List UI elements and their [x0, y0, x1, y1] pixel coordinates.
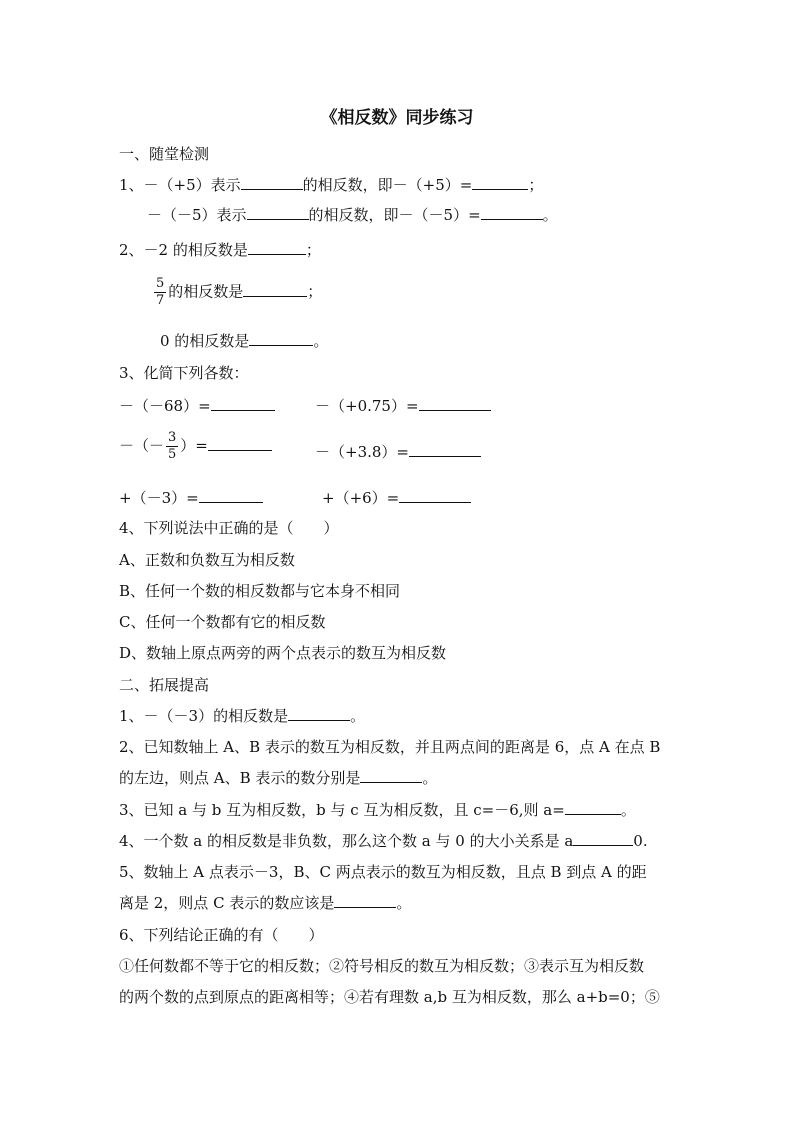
q1a-end: ； — [528, 176, 544, 194]
p5-prefix: 离是 2，则点 C 表示的数应该是 — [119, 894, 335, 912]
q1a-blank-2[interactable] — [472, 175, 528, 190]
q3-row3-left — [119, 488, 263, 508]
q3-r2b-blank[interactable] — [409, 442, 481, 457]
p3-prefix: 3、已知 a 与 b 互为相反数，b 与 c 互为相反数，且 c=－6,则 a= — [119, 801, 565, 819]
q1b-blank-2[interactable] — [481, 205, 543, 220]
q2a-blank[interactable] — [248, 240, 306, 255]
q3-r1a-blank[interactable] — [211, 396, 275, 411]
p4-prefix: 4、一个数 a 的相反数是非负数，那么这个数 a 与 0 的大小关系是 a — [119, 832, 574, 850]
q3-row2-left — [119, 430, 272, 463]
p6-statements-line-2: 的两个数的点到原点的距离相等；④若有理数 a,b 互为相反数，那么 a+b=0；⑤ — [119, 988, 660, 1006]
p3-line — [119, 800, 636, 820]
q2b-blank[interactable] — [243, 282, 307, 297]
p2-blank[interactable] — [360, 768, 422, 783]
q4-option-b[interactable]: B、任何一个数的相反数都与它本身不相同 — [119, 582, 401, 600]
p4-blank[interactable] — [573, 831, 633, 846]
q4-option-c[interactable]: C、任何一个数都有它的相反数 — [119, 613, 326, 631]
p6-question: 6、下列结论正确的有（ ） — [119, 926, 324, 944]
q1b-line — [147, 205, 558, 225]
q3-heading: 3、化简下列各数： — [119, 364, 249, 382]
p5-end: 。 — [396, 894, 412, 912]
q2b-fraction — [154, 276, 166, 309]
p2-line-2 — [119, 768, 437, 788]
p1-blank[interactable] — [288, 706, 350, 721]
q2b-line — [152, 276, 322, 309]
q1a-prefix: 1、－（+5）表示 — [119, 176, 241, 194]
p5-line-2 — [119, 893, 411, 913]
p5-line-1: 5、数轴上 A 点表示－3，B、C 两点表示的数互为相反数，且点 B 到点 A 的距 — [119, 863, 647, 881]
q3-r1b-text: －（+0.75）= — [315, 397, 419, 415]
q3-r2a-post: ）= — [180, 436, 208, 455]
section-2-heading: 二、拓展提高 — [119, 676, 210, 694]
q4-option-a[interactable]: A、正数和负数互为相反数 — [119, 551, 295, 569]
q1b-middle: 的相反数，即－（－5）= — [308, 206, 481, 224]
q1b-prefix: －（－5）表示 — [147, 206, 247, 224]
p6-statements-line-1: ①任何数都不等于它的相反数；②符号相反的数互为相反数；③表示互为相反数 — [119, 957, 645, 975]
q3-r2a-denominator: 5 — [168, 447, 177, 462]
q3-r2a-blank[interactable] — [208, 436, 272, 451]
q1b-blank-1[interactable] — [247, 205, 309, 220]
q3-r3a-text: +（－3）= — [119, 489, 199, 507]
q3-r3b-text: +（+6）= — [322, 489, 400, 507]
q2c-blank[interactable] — [249, 331, 313, 346]
p5-blank[interactable] — [334, 893, 396, 908]
q2a-end: ； — [305, 241, 321, 259]
q1a-line — [119, 175, 543, 195]
q3-row1-left — [119, 396, 275, 416]
q2b-denominator: 7 — [156, 293, 165, 308]
q3-r2a-prefix: －（－ — [119, 436, 165, 455]
q3-r3a-blank[interactable] — [199, 488, 263, 503]
q2c-prefix: 0 的相反数是 — [160, 332, 250, 350]
p4-end: 0. — [633, 832, 648, 850]
p1-prefix: 1、－（－3）的相反数是 — [119, 707, 289, 725]
q2b-text: 的相反数是 — [168, 282, 244, 301]
p2-line-1: 2、已知数轴上 A、B 表示的数互为相反数，并且两点间的距离是 6，点 A 在点 B — [119, 738, 661, 756]
q3-row1-right — [315, 396, 491, 416]
p2-prefix: 的左边，则点 A、B 表示的数分别是 — [119, 769, 361, 787]
q2c-line — [160, 331, 328, 351]
q3-r2a-numerator: 3 — [168, 430, 177, 445]
q2a-line — [119, 240, 321, 260]
q2a-prefix: 2、－2 的相反数是 — [119, 241, 248, 259]
q1a-middle: 的相反数，即－（+5）= — [302, 176, 473, 194]
q3-r2b-text: －（+3.8）= — [315, 443, 409, 461]
section-1-heading: 一、随堂检测 — [119, 145, 210, 163]
q4-question: 4、下列说法中正确的是（ ） — [119, 519, 339, 537]
q3-r2a-fraction — [166, 430, 178, 463]
q3-r1b-blank[interactable] — [419, 396, 491, 411]
q2c-end: 。 — [313, 332, 329, 350]
p3-end: 。 — [620, 801, 636, 819]
q3-r1a-text: －（－68）= — [119, 397, 211, 415]
q1a-blank-1[interactable] — [241, 175, 303, 190]
q3-row2-right — [315, 442, 481, 462]
q2b-end: ； — [307, 282, 323, 301]
q1b-end: 。 — [542, 206, 558, 224]
p3-blank[interactable] — [565, 800, 621, 815]
p1-end: 。 — [350, 707, 366, 725]
q3-r3b-blank[interactable] — [399, 488, 471, 503]
p2-end: 。 — [422, 769, 438, 787]
q3-row3-right — [322, 488, 471, 508]
page-title: 《相反数》同步练习 — [320, 108, 474, 128]
p4-line — [119, 831, 648, 851]
q2b-numerator: 5 — [156, 276, 165, 291]
q4-option-d[interactable]: D、数轴上原点两旁的两个点表示的数互为相反数 — [119, 644, 447, 662]
p1-line — [119, 706, 365, 726]
